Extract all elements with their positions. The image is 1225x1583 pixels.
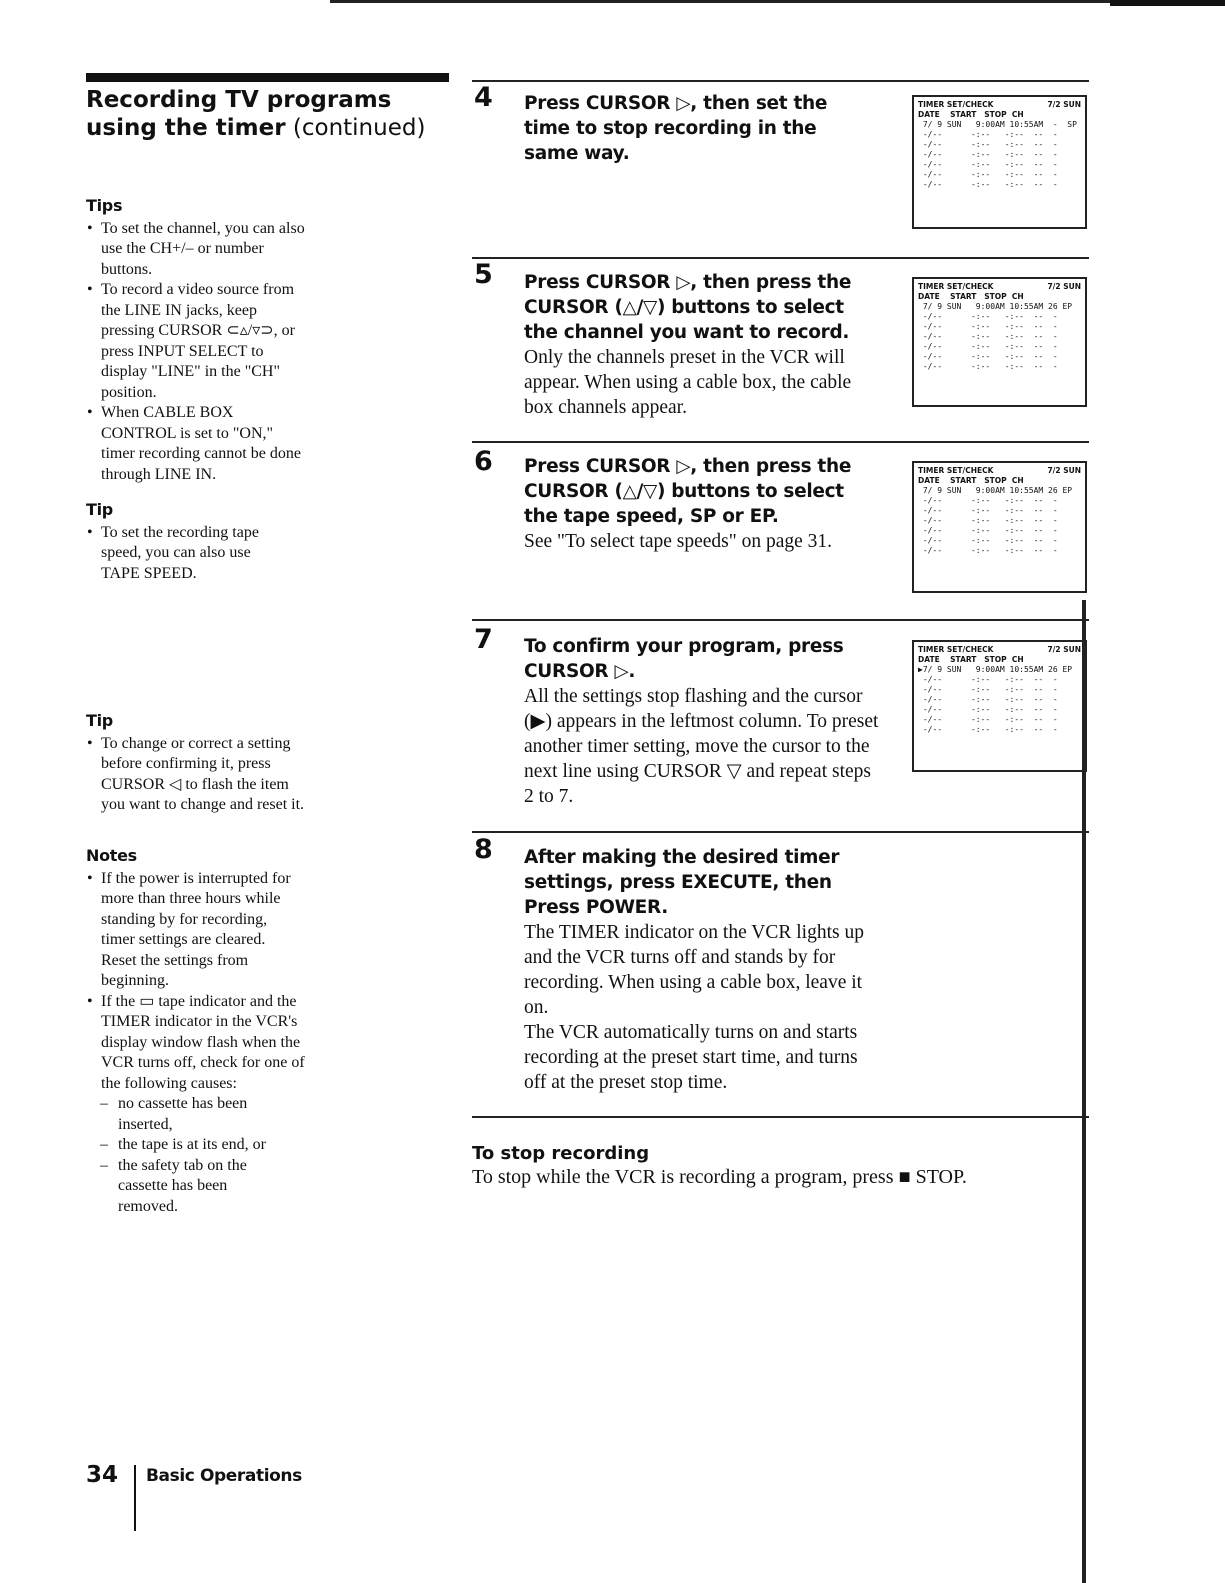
tip3-heading: Tip [86, 711, 113, 730]
title-bold: Recording TV programs using the timer [86, 87, 392, 141]
step-divider [472, 831, 1089, 833]
lcd-title: TIMER SET/CHECK [918, 100, 994, 109]
top-border-corner [1110, 0, 1225, 6]
timer-display-step7 [912, 640, 1087, 772]
lcd-title: TIMER SET/CHECK [918, 282, 994, 291]
timer-display-step6 [912, 461, 1087, 593]
step-number: 7 [474, 624, 493, 655]
lcd-date: 7/2 SUN [1047, 466, 1081, 475]
step-divider [472, 441, 1089, 443]
top-border-line [330, 0, 1110, 3]
lcd-date: 7/2 SUN [1047, 100, 1081, 109]
lcd-title: TIMER SET/CHECK [918, 645, 994, 654]
cause-item: – no cassette has been inserted, [86, 1094, 278, 1135]
tip-item: • When CABLE BOX CONTROL is set to "ON," timer recording cannot be done through LINE IN. [86, 403, 301, 485]
page-number: 34 [86, 1462, 119, 1488]
lcd-columns: DATE START STOP CH [918, 292, 1024, 301]
lcd-row: ▶7/ 9 SUN 9:00AM 10:55AM 26 EP [918, 665, 1073, 674]
lcd-empty-row: -/-- -:-- -:-- -- - [918, 352, 1058, 361]
tip2-heading: Tip [86, 500, 113, 519]
lcd-empty-row: -/-- -:-- -:-- -- - [918, 342, 1058, 351]
lcd-empty-row: -/-- -:-- -:-- -- - [918, 160, 1058, 169]
lcd-columns: DATE START STOP CH [918, 476, 1024, 485]
lcd-empty-row: -/-- -:-- -:-- -- - [918, 312, 1058, 321]
cause-item: – the tape is at its end, or [86, 1135, 318, 1156]
tip3-block [86, 711, 336, 816]
step-divider [472, 619, 1089, 621]
tip-item: • To set the channel, you can also use the CH+/– or number buttons. [86, 219, 306, 281]
lcd-date: 7/2 SUN [1047, 645, 1081, 654]
lcd-empty-row: -/-- -:-- -:-- -- - [918, 150, 1058, 159]
step-instruction: Press CURSOR ▷, then press the CURSOR (△/▽) buttons to select the channel you want to record. [524, 272, 852, 343]
lcd-empty-row: -/-- -:-- -:-- -- - [918, 695, 1058, 704]
lcd-empty-row: -/-- -:-- -:-- -- - [918, 516, 1058, 525]
tip-item: • To change or correct a setting before confirming it, press CURSOR ◁ to flash the item you want to change and reset it. [86, 734, 316, 816]
lcd-empty-row: -/-- -:-- -:-- -- - [918, 362, 1058, 371]
lcd-date: 7/2 SUN [1047, 282, 1081, 291]
lcd-empty-row: -/-- -:-- -:-- -- - [918, 675, 1058, 684]
step-number: 5 [474, 259, 493, 290]
step-divider [472, 257, 1089, 259]
timer-display-step4 [912, 95, 1087, 229]
lcd-empty-row: -/-- -:-- -:-- -- - [918, 546, 1058, 555]
step-description: Only the channels preset in the VCR will appear. When using a cable box, the cable box channels appear. [524, 347, 852, 418]
step-8 [524, 845, 884, 1095]
stop-recording-text: To stop while the VCR is recording a program, press ■ STOP. [472, 1166, 967, 1188]
title-bar [86, 73, 449, 82]
lcd-row: 7/ 9 SUN 9:00AM 10:55AM 26 EP [918, 302, 1073, 311]
stop-recording-heading: To stop recording [472, 1143, 650, 1164]
lcd-title: TIMER SET/CHECK [918, 466, 994, 475]
step-instruction: Press CURSOR ▷, then set the time to stop recording in the same way. [524, 93, 828, 164]
cause-item: – the safety tab on the cassette has been removed. [86, 1156, 278, 1218]
step-4 [524, 91, 884, 166]
tip-item: • To set the recording tape speed, you can also use TAPE SPEED. [86, 523, 291, 585]
lcd-empty-row: -/-- -:-- -:-- -- - [918, 496, 1058, 505]
lcd-empty-row: -/-- -:-- -:-- -- - [918, 170, 1058, 179]
step-description: All the settings stop flashing and the cursor (▶) appears in the leftmost column. To preset another timer setting, move the cursor to the next line using CURSOR ▽ and repeat steps 2 to 7. [524, 686, 879, 807]
lcd-empty-row: -/-- -:-- -:-- -- - [918, 715, 1058, 724]
tips-list [86, 219, 336, 486]
step-number: 6 [474, 446, 493, 477]
step-7 [524, 634, 884, 809]
step-instruction: After making the desired timer settings, press EXECUTE, then Press POWER. [524, 847, 840, 918]
footer-divider [134, 1465, 136, 1531]
tip2-block [86, 500, 336, 584]
lcd-columns: DATE START STOP CH [918, 655, 1024, 664]
step-description-2: The VCR automatically turns on and starts recording at the preset start time, and turns off at the preset stop time. [524, 1022, 858, 1093]
lcd-empty-row: -/-- -:-- -:-- -- - [918, 322, 1058, 331]
notes-heading: Notes [86, 846, 137, 865]
lcd-empty-row: -/-- -:-- -:-- -- - [918, 506, 1058, 515]
section-name: Basic Operations [146, 1466, 302, 1486]
lcd-row: 7/ 9 SUN 9:00AM 10:55AM 26 EP [918, 486, 1073, 495]
step-number: 8 [474, 834, 493, 865]
page-title [86, 86, 466, 142]
step-instruction: Press CURSOR ▷, then press the CURSOR (△/▽) buttons to select the tape speed, SP or EP. [524, 456, 852, 527]
lcd-empty-row: -/-- -:-- -:-- -- - [918, 705, 1058, 714]
lcd-empty-row: -/-- -:-- -:-- -- - [918, 140, 1058, 149]
step-description: The TIMER indicator on the VCR lights up and the VCR turns off and stands by for recording. When using a cable box, leave it on. [524, 922, 864, 1018]
step-description: See "To select tape speeds" on page 31. [524, 531, 833, 552]
timer-display-step5 [912, 277, 1087, 407]
note-item: • If the ▭ tape indicator and the TIMER indicator in the VCR's display window flash when the VCR turns off, check for one of the following causes: [86, 992, 316, 1095]
section-divider [472, 1116, 1089, 1118]
notes-block [86, 846, 336, 1217]
title-continued: (continued) [292, 115, 426, 141]
lcd-empty-row: -/-- -:-- -:-- -- - [918, 332, 1058, 341]
step-instruction: To confirm your program, press CURSOR ▷. [524, 636, 844, 682]
lcd-empty-row: -/-- -:-- -:-- -- - [918, 180, 1058, 189]
step-number: 4 [474, 82, 493, 113]
tips-heading: Tips [86, 196, 123, 215]
note-item: • If the power is interrupted for more than three hours while standing by for recording, timer settings are cleared. Reset the settings from beginning. [86, 869, 301, 992]
lcd-empty-row: -/-- -:-- -:-- -- - [918, 536, 1058, 545]
step-5 [524, 270, 884, 420]
step-divider [472, 80, 1089, 82]
lcd-empty-row: -/-- -:-- -:-- -- - [918, 685, 1058, 694]
lcd-empty-row: -/-- -:-- -:-- -- - [918, 130, 1058, 139]
lcd-row: 7/ 9 SUN 9:00AM 10:55AM - SP [918, 120, 1077, 129]
lcd-columns: DATE START STOP CH [918, 110, 1024, 119]
tips-block [86, 196, 336, 485]
tip-item: • To record a video source from the LINE IN jacks, keep pressing CURSOR ⊂▵/▿⊃, or press INPUT SELECT to display "LINE" in the "CH" position. [86, 280, 311, 403]
lcd-empty-row: -/-- -:-- -:-- -- - [918, 526, 1058, 535]
lcd-empty-row: -/-- -:-- -:-- -- - [918, 725, 1058, 734]
step-6 [524, 454, 884, 554]
